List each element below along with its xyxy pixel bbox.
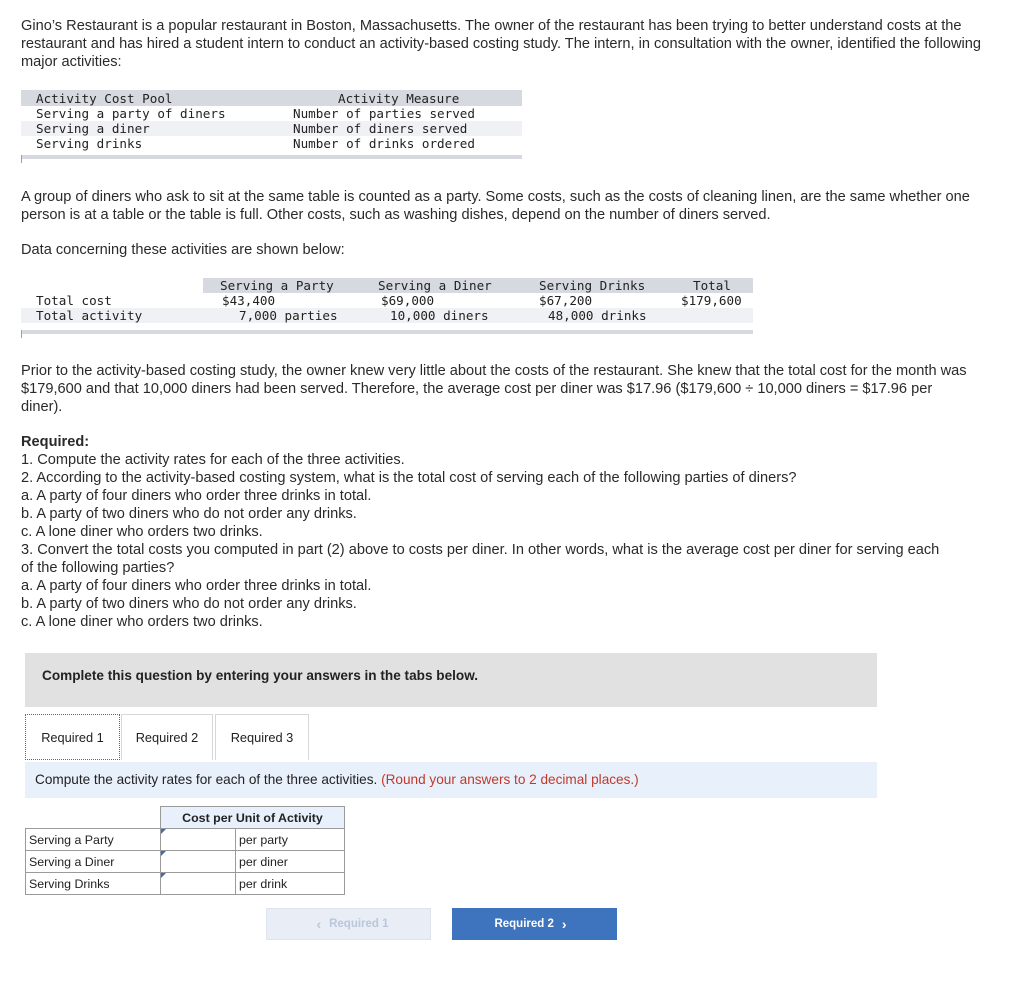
required-line: c. A lone diner who orders two drinks.: [21, 614, 263, 630]
intro-paragraph: Gino’s Restaurant is a popular restaurant in Boston, Massachusetts. The owner of the restaurant has been trying to better understand costs at the restaurant and has hired a student intern to conduct an activity-based costing study. The intern, in consultation with the owner, identified the following major activities:: [21, 18, 981, 70]
activity-table: [21, 90, 523, 166]
activity-row-pool: Serving a diner: [36, 121, 150, 136]
table-row: [26, 829, 345, 851]
party-description: A group of diners who ask to sit at the same table is counted as a party. Some costs, such as the costs of cleaning linen, are the same whether one person is at a table or the table is full. Other costs, such as washing dishes, depend on the number of diners served.: [21, 189, 970, 223]
table-row: [26, 873, 345, 895]
required-line: 3. Convert the total costs you computed in part (2) above to costs per diner. In other words, what is the average cost per diner for serving each of the following parties?: [21, 542, 940, 576]
input-marker-icon: [161, 851, 166, 856]
instructions-banner: [25, 653, 877, 707]
rate-input-party[interactable]: [161, 829, 235, 850]
required-line: 2. According to the activity-based costing system, what is the total cost of serving each of the following parties of diners?: [21, 470, 797, 486]
required-line: b. A party of two diners who do not order any drinks.: [21, 596, 357, 612]
chevron-right-icon: ›: [561, 916, 567, 932]
rate-input-drinks[interactable]: [161, 873, 235, 894]
required-line: 1. Compute the activity rates for each of the three activities.: [21, 452, 405, 468]
prior-knowledge-paragraph: Prior to the activity-based costing study, the owner knew very little about the costs of the restaurant. She knew that the total cost for the month was $179,600 and that 10,000 diners had been served. Therefore, the average cost per diner was $17.96 ($179,600 ÷ 10,000 diners = $17.96 per diner).: [21, 363, 967, 415]
data-header-party: Serving a Party: [220, 278, 334, 293]
prev-button-label: Required 1: [329, 918, 389, 930]
activity-header-pool: Activity Cost Pool: [36, 91, 173, 106]
cost-total: $179,600: [681, 293, 742, 308]
data-header-diner: Serving a Diner: [378, 278, 492, 293]
input-marker-icon: [161, 873, 166, 878]
activity-rate-table: [25, 806, 345, 895]
tab-required-3[interactable]: Required 3: [215, 714, 309, 760]
rate-unit-party: per party: [236, 829, 345, 851]
table-row: [26, 851, 345, 873]
rounding-hint: (Round your answers to 2 decimal places.): [381, 772, 639, 787]
cost-diner: $69,000: [381, 293, 435, 308]
rate-label-drinks: Serving Drinks: [26, 873, 161, 895]
data-intro: Data concerning these activities are shown below:: [21, 242, 345, 258]
activity-drinks: 48,000 drinks: [548, 308, 647, 323]
activity-diner: 10,000 diners: [390, 308, 489, 323]
next-required-button[interactable]: [452, 908, 617, 940]
rate-unit-diner: per diner: [236, 851, 345, 873]
activity-row-measure: Number of drinks ordered: [293, 136, 475, 151]
rate-cell-party: [161, 829, 236, 851]
rate-label-diner: Serving a Diner: [26, 851, 161, 873]
next-button-label: Required 2: [494, 918, 554, 930]
cost-per-unit-header: Cost per Unit of Activity: [161, 807, 345, 829]
input-marker-icon: [161, 829, 166, 834]
chevron-left-icon: ‹: [316, 916, 322, 932]
rate-cell-diner: [161, 851, 236, 873]
required-line: a. A party of four diners who order three drinks in total.: [21, 578, 372, 594]
activity-row-measure: Number of parties served: [293, 106, 475, 121]
prev-required-button[interactable]: [266, 908, 431, 940]
activity-party: 7,000 parties: [239, 308, 338, 323]
rate-label-party: Serving a Party: [26, 829, 161, 851]
row-label-total-activity: Total activity: [36, 308, 143, 323]
rate-unit-drinks: per drink: [236, 873, 345, 895]
instruction-text: Compute the activity rates for each of the three activities.: [35, 772, 378, 787]
activity-row-pool: Serving a party of diners: [36, 106, 226, 121]
blank-header-cell: [26, 807, 161, 829]
banner-text: Complete this question by entering your answers in the tabs below.: [42, 668, 479, 683]
required-title: Required:: [21, 434, 90, 450]
row-label-total-cost: Total cost: [36, 293, 112, 308]
cost-drinks: $67,200: [539, 293, 593, 308]
activity-row-measure: Number of diners served: [293, 121, 468, 136]
tab-required-1[interactable]: Required 1: [25, 714, 120, 760]
activity-header-measure: Activity Measure: [338, 91, 460, 106]
required-line: c. A lone diner who orders two drinks.: [21, 524, 263, 540]
activity-data-table: [21, 278, 754, 338]
rate-cell-drinks: [161, 873, 236, 895]
data-header-total: Total: [693, 278, 731, 293]
activity-row-pool: Serving drinks: [36, 136, 143, 151]
tab-required-2[interactable]: Required 2: [121, 714, 213, 760]
data-header-drinks: Serving Drinks: [539, 278, 646, 293]
cost-party: $43,400: [222, 293, 276, 308]
required-section: [21, 433, 1001, 631]
tab-instruction: [25, 762, 877, 798]
required-line: b. A party of two diners who do not order any drinks.: [21, 506, 357, 522]
required-line: a. A party of four diners who order three drinks in total.: [21, 488, 372, 504]
rate-input-diner[interactable]: [161, 851, 235, 872]
